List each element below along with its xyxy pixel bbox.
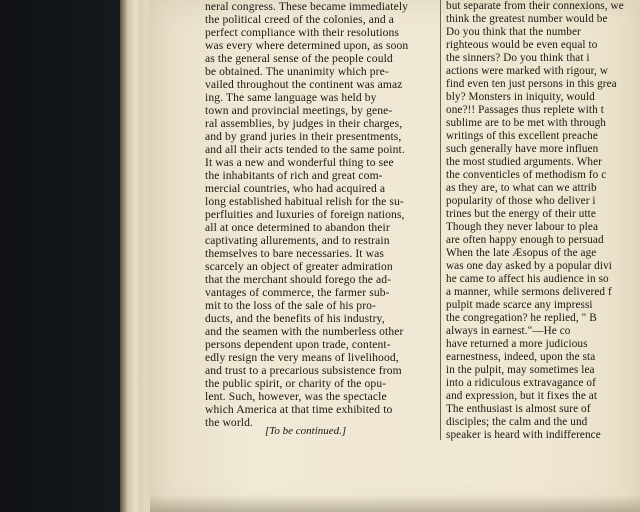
column-divider — [440, 0, 441, 440]
text-line: into a ridiculous extravagance of — [446, 377, 596, 389]
page-stack-edges — [142, 0, 150, 512]
text-line: When the late Æsopus of the age — [446, 247, 597, 259]
text-line: perfluities and luxuries of foreign nations, — [205, 208, 405, 221]
text-line: that the merchant should forego the ad- — [205, 273, 392, 286]
text-line: and all their acts tended to the same point. — [205, 143, 405, 156]
text-line: disciples; the calm and the und — [446, 416, 588, 428]
text-line: the world. — [205, 416, 254, 429]
text-line: was every where determined upon, as soon — [205, 39, 409, 52]
text-line: bly? Monsters in iniquity, would — [446, 91, 595, 103]
text-line: It was a new and wonderful thing to see — [205, 156, 394, 169]
text-line: The enthusiast is almost sure of — [446, 403, 591, 415]
text-line: think the greatest number would be — [446, 13, 608, 25]
text-line: such generally have more influen — [446, 143, 599, 155]
text-line: scarcely an object of greater admiration — [205, 260, 393, 273]
text-line: neral congress. These became immediately — [205, 0, 409, 13]
text-line: righteous would be even equal to — [446, 39, 598, 51]
text-line: are often happy enough to persuad — [446, 234, 604, 246]
text-line: lent. Such, however, was the spectacle — [205, 390, 387, 403]
text-line: and by grand juries in their presentments, — [205, 130, 402, 143]
text-line: mit to the loss of the sale of his pro- — [205, 299, 377, 312]
text-line: all at once determined to abandon their — [205, 221, 390, 234]
text-line: captivating allurements, and to restrain — [205, 234, 390, 247]
text-line: but separate from their connexions, we — [446, 0, 624, 12]
text-line: ral assemblies, by judges in their charges, — [205, 117, 403, 130]
page-bottom-shadow — [150, 495, 640, 512]
text-line: the public spirit, or charity of the opu- — [205, 377, 387, 390]
text-line: long established habitual relish for the su- — [205, 195, 404, 208]
text-line: find even ten just persons in this grea — [446, 78, 617, 90]
text-line: and the seamen with the numberless other — [205, 325, 404, 338]
text-line: in the pulpit, may sometimes lea — [446, 364, 595, 376]
text-line: popularity of those who deliver i — [446, 195, 596, 207]
page-binding-edge — [120, 0, 142, 512]
text-line: and trust to a precarious subsistence from — [205, 364, 402, 377]
text-line: speaker is heard with indifference — [446, 429, 601, 441]
text-line: he came to affect his audience in so — [446, 273, 609, 285]
text-line: one?!! Passages thus replete with t — [446, 104, 604, 116]
text-line: as the general sense of the people could — [205, 52, 393, 65]
text-line: trines but the energy of their utte — [446, 208, 596, 220]
text-line: always in earnest."—He co — [446, 325, 571, 337]
text-line: vantages of commerce, the farmer sub- — [205, 286, 390, 299]
text-line: ing. The same language was held by — [205, 91, 377, 104]
text-line: the inhabitants of rich and great com- — [205, 169, 383, 182]
text-line: was one day asked by a popular divi — [446, 260, 612, 272]
text-line: be obtained. The unanimity which pre- — [205, 65, 389, 78]
left-column-text — [205, 0, 437, 429]
text-line: writings of this excellent preache — [446, 130, 598, 142]
text-line: town and provincial meetings, by gene- — [205, 104, 393, 117]
text-line: Though they never labour to plea — [446, 221, 599, 233]
right-column-text — [446, 0, 640, 442]
text-line: the sinners? Do you think that i — [446, 52, 590, 64]
text-line: persons dependent upon trade, content- — [205, 338, 391, 351]
text-line: ducts, and the benefits of his industry, — [205, 312, 385, 325]
text-line: vailed throughout the continent was amaz — [205, 78, 403, 91]
text-line: earnestness, indeed, upon the sta — [446, 351, 596, 363]
text-line: as they are, to what can we attrib — [446, 182, 597, 194]
text-line: perfect compliance with their resolutions — [205, 26, 400, 39]
text-line: the conventicles of methodism fo c — [446, 169, 607, 181]
text-line: a manner, while sermons delivered f — [446, 286, 612, 298]
text-line: have returned a more judicious — [446, 338, 588, 350]
text-line: edly resign the very means of livelihood, — [205, 351, 399, 364]
text-line: and expression, but it fixes the at — [446, 390, 598, 402]
text-line: mercial countries, who had acquired a — [205, 182, 386, 195]
text-line: Do you think that the number — [446, 26, 581, 38]
text-line: sublime are to be met with through — [446, 117, 606, 129]
text-line: the congregation? he replied, " B — [446, 312, 597, 324]
text-line: actions were marked with rigour, w — [446, 65, 609, 77]
continued-note: [To be continued.] — [265, 425, 347, 437]
text-line: the most studied arguments. Wher — [446, 156, 602, 168]
text-line: themselves to bare necessaries. It was — [205, 247, 384, 260]
text-line: pulpit made scarce any impressi — [446, 299, 593, 311]
text-line: which America at that time exhibited to — [205, 403, 393, 416]
text-line: the political creed of the colonies, and a — [205, 13, 394, 26]
